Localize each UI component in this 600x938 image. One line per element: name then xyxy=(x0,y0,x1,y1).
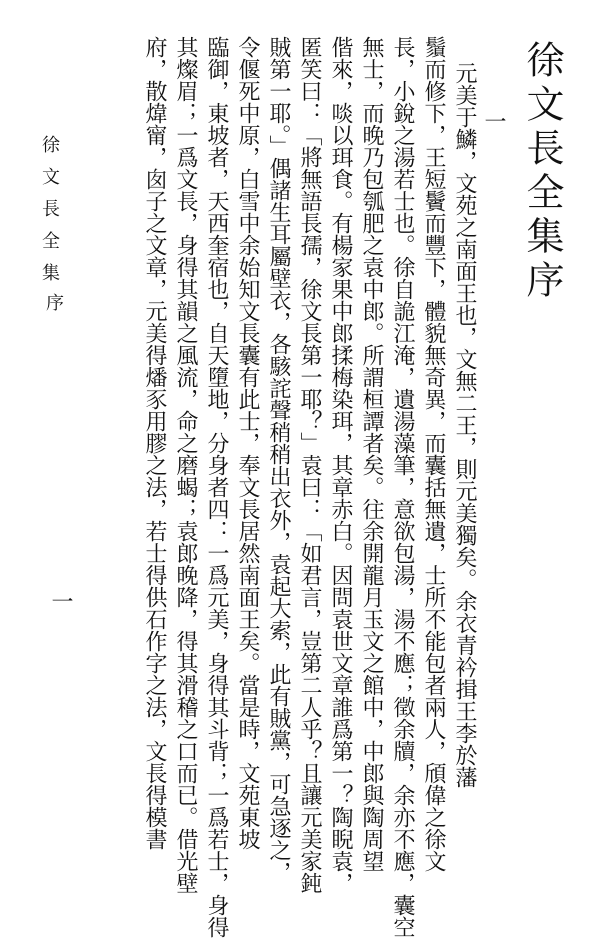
body-column: 長，小銳之湯若士也。徐自詭江淹，遺湯藻筆，意欲包湯，湯不應；徵余牘，余亦不應，囊空 xyxy=(390,36,415,938)
preface-body xyxy=(139,36,480,938)
body-column: 臨御，東坡者，天西奎宿也，自天墮地，分身者四：一爲元美，身得其斗背；一爲若士，身得 xyxy=(204,36,229,938)
body-column: 令偃死中原，白雪中余始知文長囊有此士，奉文長居然南面王矣。當是時，文苑東坡 xyxy=(235,36,260,850)
title-mark: 一 xyxy=(481,110,506,132)
page-number: 一 xyxy=(48,590,73,612)
body-column: 偕來，啖以珥食。有楊家果中郎揉梅染珥，其章赤白。因問袁世文章誰爲第一？陶睨袁， xyxy=(328,36,353,894)
body-column: 府，散煒甯，囱子之文章，元美得燔豕用膠之法，若士得供石作字之法，文長得模書 xyxy=(142,36,167,850)
body-column: 元美于鱗，文苑之南面王也，文無二王，則元美獨矣。余衣青衿揖王李於藩 xyxy=(452,62,477,788)
body-column: 賊第一耶。」偶諸生耳屬壁衣，各駭詫聲稍稍出衣外，袁起大索，此有賊黨，可急逐之， xyxy=(266,36,291,883)
body-column: 鬚而修下，王短鬢而豐下，體貌無奇異，而囊括無遺，士所不能包者兩人，頎偉之徐文 xyxy=(421,36,446,872)
body-column: 匿笑曰：「將無語長孺，徐文長第一耶？」袁曰：「如君言，豈第二人乎？且讓元美家鈍 xyxy=(297,36,322,894)
running-section: 序 xyxy=(43,293,64,311)
running-title: 徐文長全集 xyxy=(39,135,60,295)
page-title: 徐文長全集序 xyxy=(520,40,564,304)
body-column: 無士，而晚乃包瓠肥之袁中郎。所謂桓譚者矣。往余開龍月玉文之館中，中郎與陶周望 xyxy=(359,36,384,872)
body-column: 其燦眉；一爲文長，身得其韻之風流，命之磨蝎；袁郎晚降，得其滑稽之口而已。借光壁 xyxy=(173,36,198,894)
